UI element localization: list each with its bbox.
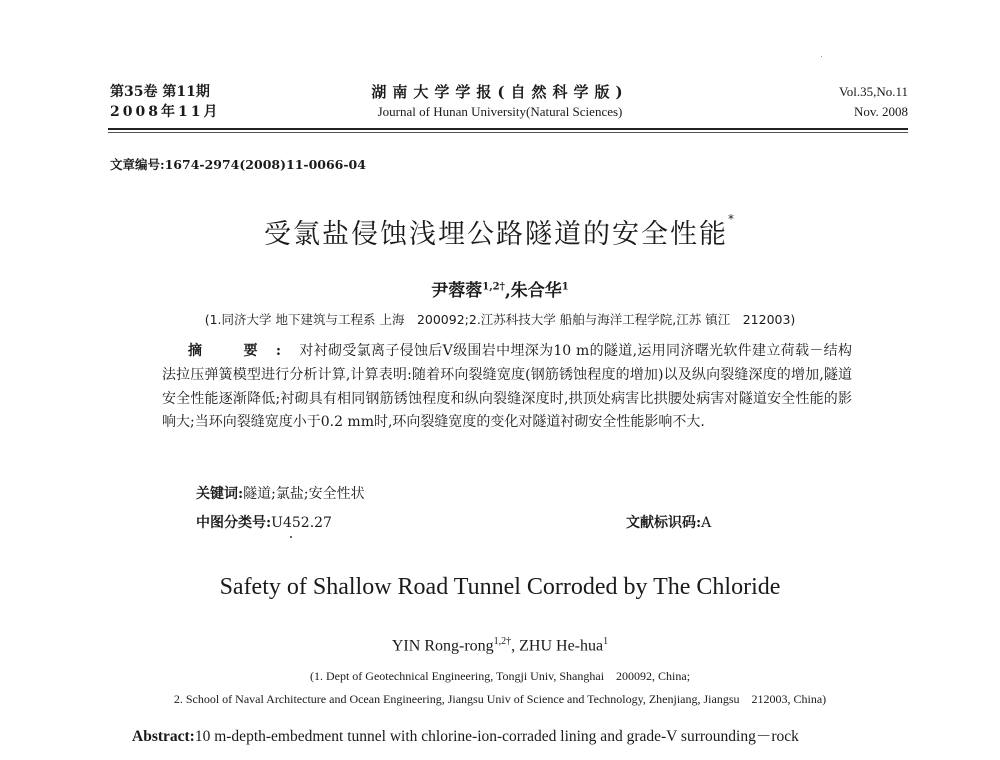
title-cn-text: 受氯盐侵蚀浅埋公路隧道的安全性能 [264,219,728,250]
paper-title-cn [0,212,1000,251]
author-en-1: YIN Rong-rong [391,637,494,655]
doc-code-value: A [701,515,712,531]
abstract-cn-text: 对衬砌受氯离子侵蚀后V级围岩中埋深为10 m的隧道,运用同济曙光软件建立荷载－结构法拉压弹簧模型进行分析计算,计算表明:随着环向裂缝宽度(钢筋锈蚀程度的增加)以及纵向裂缝深度的增加,隧道安全性能逐渐降低;衬砌具有相同钢筋锈蚀程度和纵向裂缝深度时,拱顶处病害比拱腰处病害对隧道安全性能的影响大;当环向裂缝宽度小于0.2 mm时,环向裂缝宽度的变化对隧道衬砌安全性能影响不大. [162,343,852,431]
author-separator-cn: , [504,281,511,301]
clc-label: 中图分类号: [196,515,272,531]
abstract-en-text: 10 m-depth-embedment tunnel with chlorine-ion-corraded lining and grade-V surrounding－rock [194,728,799,745]
scan-speck [821,56,822,57]
affiliation-cn: (1.同济大学 地下建筑与工程系 上海 200092;2.江苏科技大学 船舶与海洋工程学院,江苏 镇江 212003) [204,312,796,327]
header-rule-thin [108,132,908,133]
author-cn-2: 朱合华 [510,281,562,301]
clc-number [196,512,332,532]
journal-name-en: Journal of Hunan University(Natural Sciences) [377,104,623,119]
author-en-1-affil: 1,2† [493,636,512,647]
header-rule [108,128,908,130]
doc-code-label: 文献标识码: [626,515,702,531]
keywords-cn [196,483,365,503]
abstract-en [132,725,922,749]
abstract-cn [162,340,852,435]
scan-dot [290,536,292,538]
author-cn-2-affil: 1 [561,281,569,293]
affiliation-en-2: 2. School of Naval Architecture and Ocean Engineering, Jiangsu Univ of Science and Technology, Zhenjiang, Jiangsu 212003, China) [173,692,827,706]
affiliation-en-1: (1. Dept of Geotechnical Engineering, Tongji Univ, Shanghai 200092, China; [309,669,691,683]
author-en-2: ZHU He-hua [519,637,604,655]
author-en-2-affil: 1 [603,636,609,647]
author-separator-en: , [511,637,520,655]
clc-value: U452.27 [271,515,332,531]
author-cn-1-affil: 1,2† [482,281,505,293]
header-right [839,82,908,122]
abstract-en-label: Abstract: [132,728,195,745]
article-number: 文章编号:1674-2974(2008)11-0066-04 [110,157,366,172]
authors-cn [0,276,1000,301]
author-cn-1: 尹蓉蓉 [431,281,483,301]
paper-title-en: Safety of Shallow Road Tunnel Corroded by The Chloride [219,574,781,600]
publication-date-cn: 2008年11月 [110,104,221,120]
title-footnote-mark: * [728,212,736,226]
keywords-label: 关键词: [196,486,244,502]
document-code [626,512,711,532]
publication-date-en: Nov. 2008 [853,104,908,119]
volume-issue: 第35卷 第11期 [110,84,210,100]
journal-name-cn: 湖南大学学报(自然科学版) [371,83,629,101]
authors-en [0,636,1000,655]
keywords-text: 隧道;氯盐;安全性状 [243,486,365,502]
volume-issue-en: Vol.35,No.11 [839,84,908,99]
abstract-cn-label: 摘 要: [188,343,300,359]
